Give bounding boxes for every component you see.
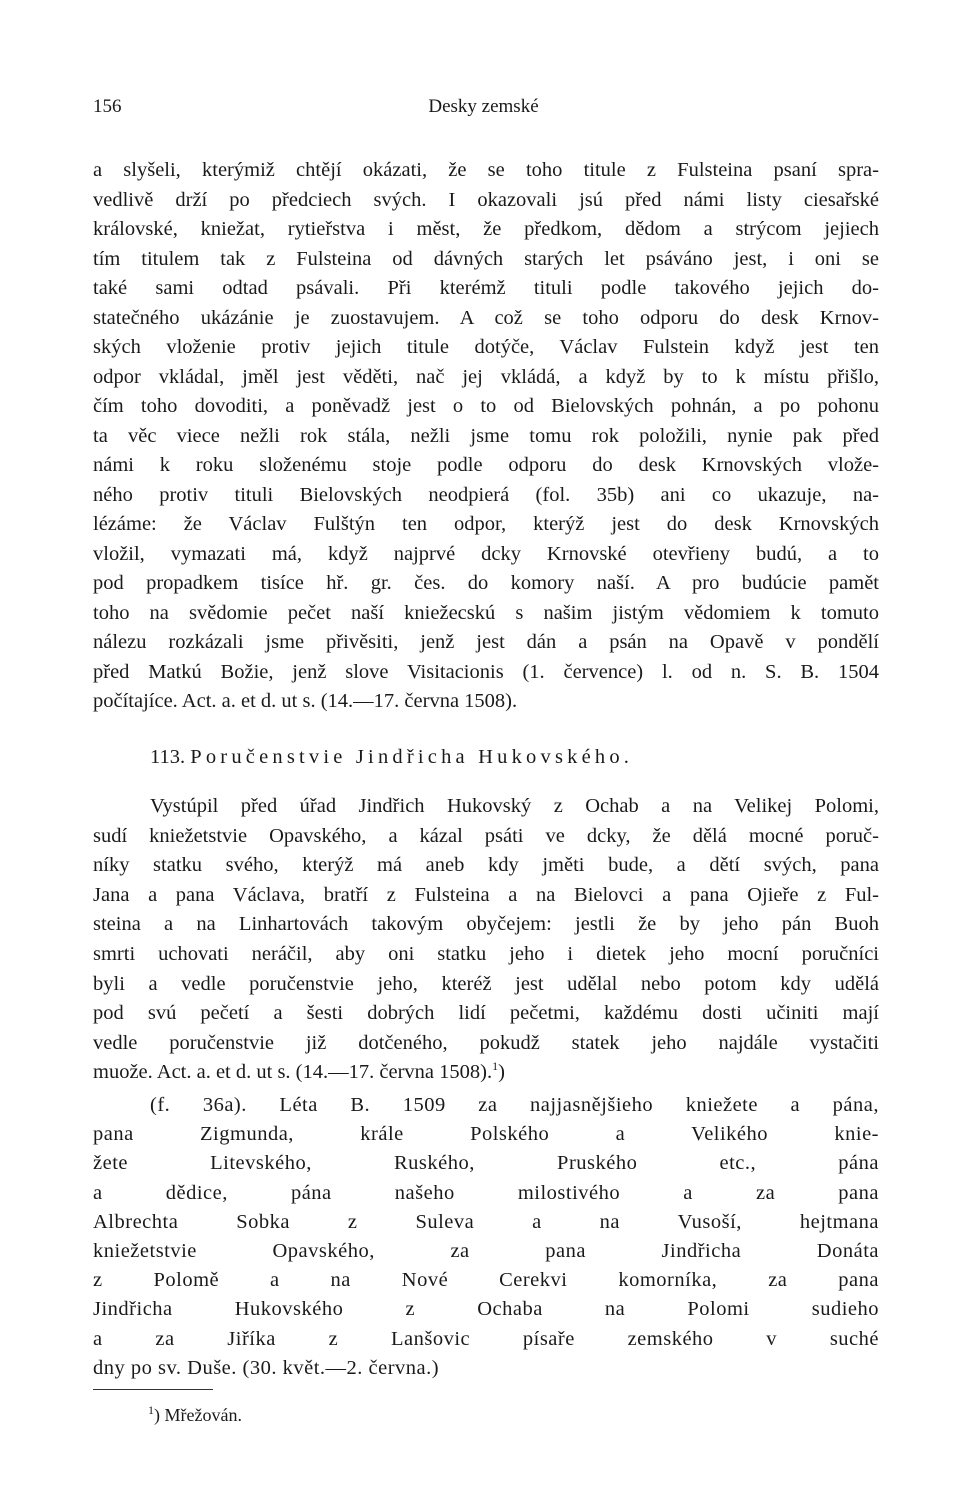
text-line: steina a na Linhartovách takovým obyčejem: jestli že by jeho pán Buoh: [93, 913, 879, 936]
running-title: Desky zemské: [428, 96, 539, 117]
page-number: 156: [93, 96, 122, 117]
footnote-rule: [93, 1389, 213, 1390]
text-line: čím toho dovoditi, a poněvadž jest o to od Bielovských pohnán, a po pohonu: [93, 395, 879, 417]
text-line: a slyšeli, kterýmiž chtějí okázati, že se toho titule z Fulsteina psaní spra-: [93, 159, 879, 181]
text-line: pod propadkem tisíce hř. gr. čes. do komory naší. A pro budúcie pamět: [93, 572, 879, 594]
text-line: dny po sv. Duše. (30. květ.—2. června.): [93, 1356, 440, 1379]
text-line: tím titulem tak z Fulsteina od dávných starých let psáváno jest, i oni se: [93, 247, 879, 270]
text-line: před Matkú Božie, jenž slove Visitacionis (1. července) l. od n. S. B. 1504: [93, 660, 879, 683]
text-line: a za Jiříka z Lanšovic písaře zemského v suché: [93, 1327, 879, 1350]
text-line: počítajíce. Act. a. et d. ut s. (14.—17. června 1508).: [93, 690, 518, 712]
text-line: námi k roku složenému stoje podle odporu do desk Krnovských vlože-: [93, 454, 879, 476]
text-line: nálezu rozkázali jsme přivěsiti, jenž jest dán a psán na Opavě v pondělí: [93, 631, 879, 653]
text-line: Jindřicha Hukovského z Ochaba na Polomi sudieho: [93, 1298, 879, 1321]
text-line: vedle poručenstvie již dotčeného, pokudž statek jeho najdále vystačiti: [93, 1031, 879, 1054]
footnote-reference: 1: [492, 1059, 499, 1074]
text-line: smrti uchovati neráčil, aby oni statku jeho i dietek jeho mocní poručníci: [93, 943, 879, 965]
text-line: pana Zigmunda, krále Polského a Velikého knie-: [93, 1123, 879, 1146]
text-line: lézáme: že Václav Fulštýn ten odpor, kterýž jest do desk Krnovských: [93, 513, 879, 535]
section-number: 113.: [150, 746, 186, 768]
text-line: vložil, vymazati má, když najprvé dcky Krnovské otevřieny budú, a to: [93, 542, 879, 565]
text-line: žete Litevského, Ruského, Pruského etc., pána: [93, 1152, 879, 1175]
text-line: ného protiv tituli Bielovských neodpierá (fol. 35b) ani co ukazuje, na-: [93, 483, 879, 506]
footnote: $^1$) Mřežován.: [148, 1403, 242, 1425]
text-line: z Polomě a na Nové Cerekvi komorníka, za pana: [93, 1269, 879, 1292]
text-line: sudí kniežetstvie Opavského, a kázal psáti ve dcky, že dělá mocné poruč-: [93, 824, 879, 847]
section-heading: [150, 743, 633, 771]
page-header: [93, 96, 874, 124]
footnote-mark: 1: [148, 1403, 154, 1417]
text-line: Albrechta Sobka z Suleva a na Vusoší, hejtmana: [93, 1210, 879, 1233]
text-line: níky statku svého, kterýž má aneb kdy jměti bude, a dětí svých, pana: [93, 854, 879, 877]
text-line: statečného ukázánie je zuostavujem. A což se toho odporu do desk Krnov-: [93, 306, 879, 329]
footnote-text: Mřežován.: [164, 1405, 242, 1425]
text-line: také sami odtad psávali. Při kterémž tituli podle takového jejich do-: [93, 277, 879, 299]
text-line: muože. Act. a. et d. ut s. (14.—17. června 1508).$^1$): [93, 1059, 505, 1084]
text-line: byli a vedle poručenstvie jeho, kteréž jest udělal nebo potom kdy udělá: [93, 972, 879, 995]
text-line: kniežetstvie Opavského, za pana Jindřicha Donáta: [93, 1240, 879, 1262]
text-line: vedlivě drží po předciech svých. I okazovali jsú před námi listy ciesařské: [93, 188, 879, 211]
text-line: toho na svědomie pečet naší kniežecskú s našim jistým vědomiem k tomuto: [93, 601, 879, 624]
text-line: Jana a pana Václava, bratří z Fulsteina a na Bielovci a pana Ojieře z Ful-: [93, 883, 879, 906]
text-line: ských vloženie protiv jejich titule dotýče, Václav Fulstein když jest ten: [93, 336, 879, 358]
section-title: Poručenstvie Jindřicha Hukovského.: [190, 746, 634, 768]
text-line: ta věc viece nežli rok stála, nežli jsme tomu rok položili, nynie pak před: [93, 424, 879, 447]
text-line: Vystúpil před úřad Jindřich Hukovský z Ochab a na Velikej Polomi,: [150, 795, 879, 817]
text-line: (f. 36a). Léta B. 1509 za najjasnějšieho kniežete a pána,: [150, 1094, 879, 1116]
text-line: odpor vkládal, jměl jest věděti, nač jej vkládá, a když by to k místu přišlo,: [93, 365, 879, 388]
text-line: pod svú pečetí a šesti dobrých lidí pečetmi, každému dosti učiniti mají: [93, 1002, 879, 1025]
text-line: královské, kniežat, rytieřstva i měst, že předkom, dědom a strýcom jejiech: [93, 218, 879, 240]
text-line: a dědice, pána našeho milostivého a za pana: [93, 1181, 879, 1204]
